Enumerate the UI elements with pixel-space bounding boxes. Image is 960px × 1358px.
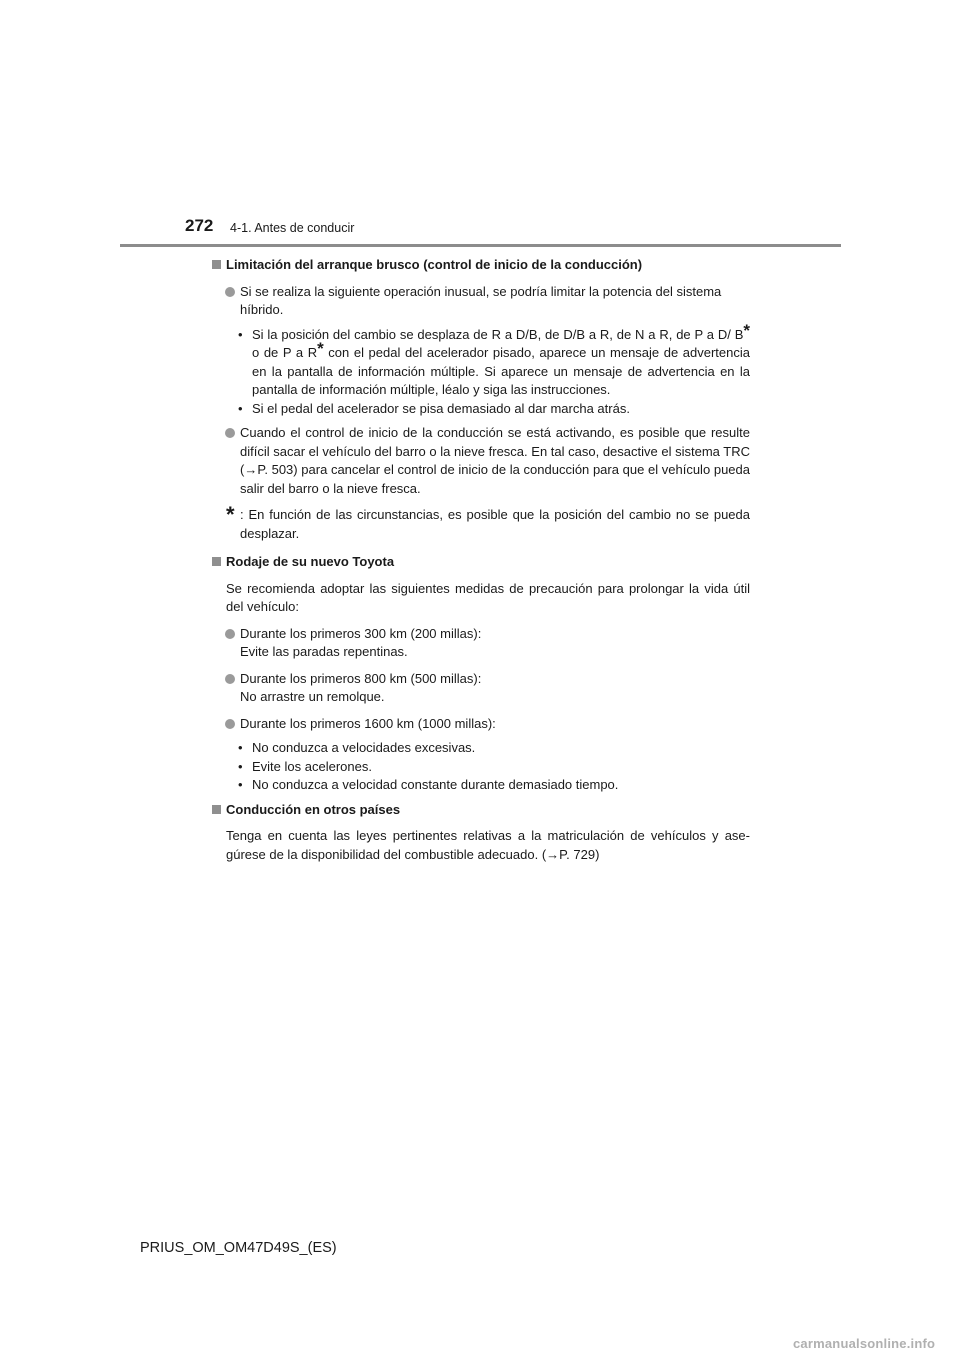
sub-list-item: • No conduzca a velocidades excesivas.	[210, 739, 750, 758]
list-item: Si se realiza la siguiente operación inusual, se podría limitar la potencia del sistema híbrido.	[210, 283, 750, 320]
circle-bullet-icon	[225, 674, 235, 684]
sub-list	[210, 739, 750, 795]
square-bullet-icon	[212, 557, 221, 566]
watermark: carmanualsonline.info	[793, 1336, 936, 1351]
bullet-icon: •	[238, 740, 243, 755]
bullet-icon: •	[238, 758, 243, 774]
header-divider	[120, 244, 841, 247]
square-bullet-icon	[212, 260, 221, 269]
list-item: Durante los primeros 300 km (200 millas): Evite las paradas repentinas.	[210, 625, 750, 662]
circle-bullet-icon	[225, 629, 235, 639]
section-heading-launch-control: Limitación del arranque brusco (control de inicio de la conducción)	[210, 256, 750, 275]
page-header	[0, 0, 960, 250]
document-code: PRIUS_OM_OM47D49S_(ES)	[140, 1240, 337, 1256]
section-label: 4-1. Antes de conducir	[230, 221, 355, 235]
circle-bullet-icon	[225, 428, 235, 438]
square-bullet-icon	[212, 805, 221, 814]
circle-bullet-icon	[225, 719, 235, 729]
asterisk-icon: *	[743, 320, 750, 340]
bullet-icon: •	[238, 400, 243, 416]
page-content	[210, 256, 750, 872]
sub-list	[210, 320, 750, 419]
bullet-icon: •	[238, 777, 243, 792]
footnote: * : En función de las circunstancias, es posible que la posición del cambio no se pueda desplazar.	[226, 502, 750, 541]
section-heading-break-in: Rodaje de su nuevo Toyota	[210, 553, 750, 572]
paragraph: Tenga en cuenta las leyes pertinentes relativas a la matriculación de vehículos y ase- gúrese de la disponibilidad del combustible adecuado. (→P. 729)	[226, 828, 750, 862]
bullet-icon: •	[238, 326, 243, 342]
sub-list-item: • Evite los acelerones.	[210, 758, 750, 777]
sub-list-item: • No conduzca a velocidad constante durante demasiado tiempo.	[210, 776, 750, 795]
list-item: Durante los primeros 800 km (500 millas): No arrastre un remolque.	[210, 670, 750, 707]
sub-list-item: • Si el pedal del acelerador se pisa demasiado al dar marcha atrás.	[210, 400, 750, 419]
asterisk-icon: *	[226, 502, 235, 527]
section-heading-other-countries: Conducción en otros países	[210, 801, 750, 820]
asterisk-icon: *	[317, 339, 324, 358]
circle-bullet-icon	[225, 287, 235, 297]
paragraph: Se recomienda adoptar las siguientes medidas de precaución para prolongar la vida útil del vehículo:	[226, 580, 750, 614]
list-item: Cuando el control de inicio de la conducción se está activando, es posible que resulte difícil sacar el vehículo del barro o la nieve fresca. En tal caso, desactive el sistema TRC (→P. 503) para cancelar el control de inicio de la conducción para que el vehículo pueda salir del barro o la nieve fresca.	[210, 424, 750, 498]
sub-list-item: • Si la posición del cambio se desplaza de R a D/B, de D/B a R, de N a R, de P a D/ B* o de P a R* con el pedal del acelerador pisado, aparece un mensaje de advertencia en la pantalla de información múltiple. Si aparece un mensaje de advertencia en la pantalla de información múltiple, léalo y siga las instrucciones.	[238, 320, 750, 397]
list-item: Durante los primeros 1600 km (1000 millas):	[210, 715, 750, 734]
page-number: 272	[185, 216, 214, 235]
